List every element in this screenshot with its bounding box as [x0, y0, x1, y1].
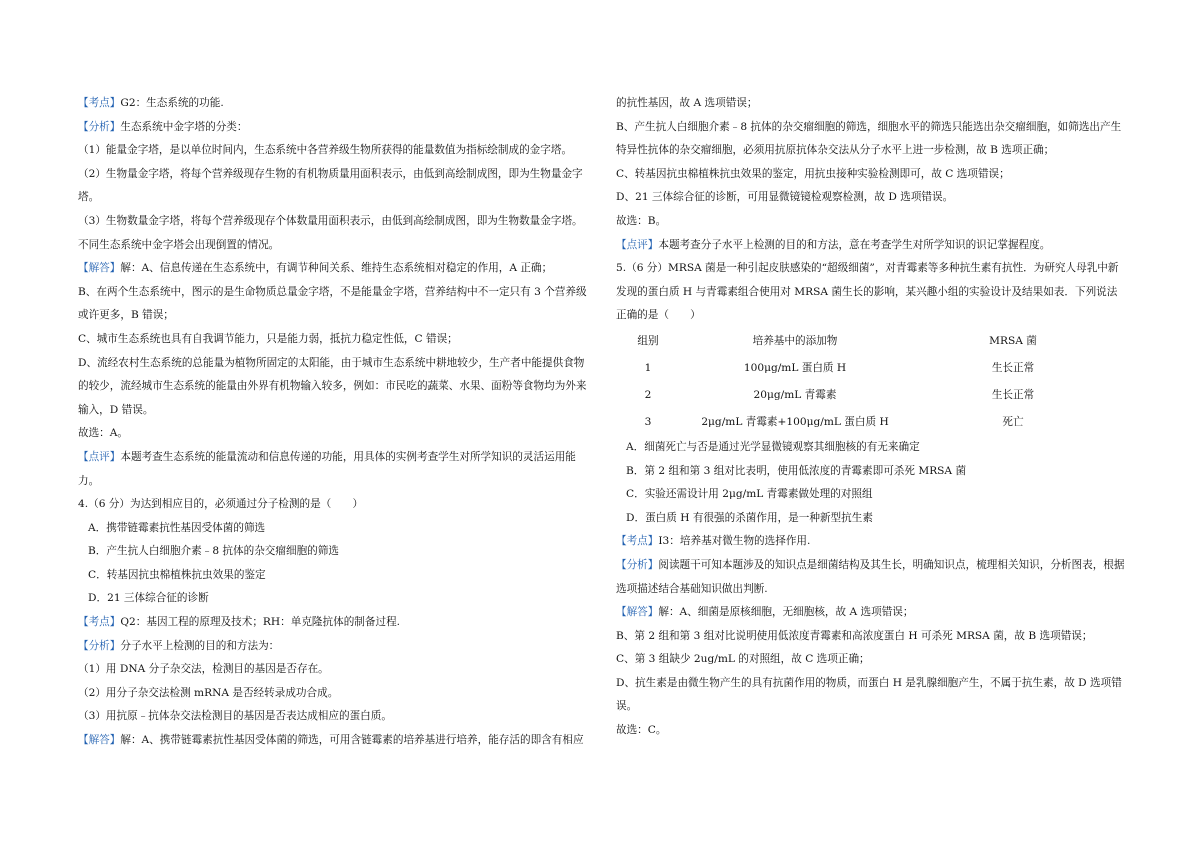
paragraph [78, 281, 588, 328]
left-column [78, 92, 588, 753]
paragraph-text: B、在两个生态系统中，图示的是生命物质总量金字塔，不是能量金字塔，营养结构中不一定只有 3 个营养级或许更多，B 错误； [78, 285, 587, 322]
paragraph-text: C．实验还需设计用 2μg/mL 青霉素做处理的对照组 [626, 488, 873, 501]
table-cell: 生长正常 [991, 361, 1035, 374]
paragraph [616, 234, 1126, 258]
paragraph [78, 422, 588, 446]
table-header-cell: MRSA 菌 [989, 334, 1037, 347]
paragraph [78, 682, 588, 706]
table-header-cell: 培养基中的添加物 [752, 334, 838, 347]
right-bottom-block [616, 436, 1126, 743]
table-cell: 1 [644, 361, 652, 374]
paragraph [616, 163, 1126, 187]
paragraph-text: 5.（6 分）MRSA 菌是一种引起皮肤感染的“超级细菌”，对青霉素等多种抗生素有抗性．为研究人母乳中新发现的蛋白质 H 与青霉素组合使用对 MRSA 菌生长的影响，某兴趣小组的实验设计及结果如表．下列说法正确的是（ ） [616, 262, 1119, 322]
paragraph-text: B．产生抗人白细胞介素﹣8 抗体的杂交瘤细胞的筛选 [88, 545, 339, 558]
table-header-row [616, 328, 1116, 355]
answer-option [616, 436, 1126, 460]
paragraph-text: 生态系统中金字塔的分类： [120, 120, 248, 133]
paragraph [616, 530, 1126, 554]
table-row [616, 409, 1116, 436]
answer-option [616, 483, 1126, 507]
paragraph [78, 163, 588, 210]
section-tag: 【分析】 [616, 558, 659, 571]
paragraph-text: 阅读题干可知本题涉及的知识点是细菌结构及其生长，明确知识点，梳理相关知识，分析图表，根据选项描述结合基础知识做出判断. [616, 558, 1125, 595]
paragraph [78, 658, 588, 682]
paragraph-text: 故选：B。 [616, 214, 667, 227]
right-top-block [616, 92, 1126, 328]
table-cell: 2μg/mL 青霉素+100μg/mL 蛋白质 H [701, 415, 889, 428]
table-cell: 死亡 [1002, 415, 1024, 428]
section-tag: 【考点】 [78, 97, 121, 109]
paragraph-text: G2：生态系统的功能. [120, 97, 224, 109]
paragraph-text: 解：A、信息传递在生态系统中，有调节种间关系、维持生态系统相对稳定的作用，A 正确； [120, 262, 553, 275]
paragraph [78, 92, 588, 116]
paragraph [616, 648, 1126, 672]
question-stem [616, 257, 1126, 328]
paragraph-text: C、第 3 组缺少 2ug/mL 的对照组，故 C 选项正确； [616, 653, 870, 666]
paragraph-text: B．第 2 组和第 3 组对比表明，使用低浓度的青霉素即可杀死 MRSA 菌 [626, 464, 967, 477]
paragraph [616, 116, 1126, 163]
paragraph-text: 故选：A。 [78, 427, 129, 440]
answer-option [78, 540, 588, 564]
paragraph-text: C、转基因抗虫棉植株抗虫效果的鉴定，用抗虫接种实验检测即可，故 C 选项错误； [616, 167, 1010, 180]
section-tag: 【点评】 [616, 238, 659, 251]
paragraph-text: 本题考查分子水平上检测的目的和方法，意在考查学生对所学知识的识记掌握程度。 [658, 238, 1051, 251]
paragraph-text: （1）能量金字塔，是以单位时间内，生态系统中各营养级生物所获得的能量数值为指标绘制成的金字塔。 [78, 144, 573, 157]
paragraph [78, 611, 588, 635]
paragraph-text: （3）用抗原﹣抗体杂交法检测目的基因是否表达成相应的蛋白质。 [78, 710, 392, 723]
section-tag: 【解答】 [78, 262, 121, 275]
table-row [616, 382, 1116, 409]
paragraph [78, 139, 588, 163]
paragraph-text: 故选：C。 [616, 724, 667, 737]
paragraph-text: 分子水平上检测的目的和方法为： [120, 639, 280, 652]
paragraph-text: D、21 三体综合征的诊断，可用显微镜镜检观察检测，故 D 选项错误。 [616, 191, 954, 204]
paragraph [78, 729, 588, 753]
paragraph [78, 116, 588, 140]
paragraph [616, 625, 1126, 649]
paragraph-text: （2）用分子杂交法检测 mRNA 是否经转录成功合成。 [78, 686, 339, 699]
paragraph [616, 186, 1126, 210]
paragraph-text: A．携带链霉素抗性基因受体菌的筛选 [88, 521, 266, 534]
paragraph-text: Q2：基因工程的原理及技术；RH：单克隆抗体的制备过程. [120, 616, 401, 629]
paragraph [78, 446, 588, 493]
section-tag: 【考点】 [616, 535, 659, 548]
paragraph-text: I3：培养基对微生物的选择作用. [658, 535, 811, 548]
paragraph-text: B、第 2 组和第 3 组对比说明使用低浓度青霉素和高浓度蛋白 H 可杀死 MRSA 菌，故 B 选项错误； [616, 629, 1093, 642]
answer-option [616, 507, 1126, 531]
answer-option [616, 460, 1126, 484]
paragraph [616, 672, 1126, 719]
paragraph-text: （3）生物数量金字塔，将每个营养级现存个体数量用面积表示，由低到高绘制成图，即为生物数量金字塔。 [78, 214, 583, 227]
section-tag: 【点评】 [78, 450, 121, 463]
paragraph-text: D．蛋白质 H 有很强的杀菌作用，是一种新型抗生素 [626, 511, 873, 524]
paragraph-text: D．21 三体综合征的诊断 [88, 592, 209, 605]
paragraph-text: B、产生抗人白细胞介素﹣8 抗体的杂交瘤细胞的筛选，细胞水平的筛选只能选出杂交瘤细胞，如筛选出产生特异性抗体的杂交瘤细胞，必须用抗原抗体杂交法从分子水平上进一步检测，故 B 选项正确； [616, 120, 1122, 157]
answer-option [78, 564, 588, 588]
paragraph-text: 4.（6 分）为达到相应目的，必须通过分子检测的是（ ） [78, 498, 364, 511]
paragraph [78, 635, 588, 659]
paragraph [78, 328, 588, 352]
section-tag: 【解答】 [78, 734, 121, 747]
paragraph-text: 解：A、细菌是原核细胞，无细胞核，故 A 选项错误； [658, 606, 914, 619]
paragraph-text: A．细菌死亡与否是通过光学显微镜观察其细胞核的有无来确定 [626, 440, 920, 453]
table-cell: 生长正常 [991, 388, 1035, 401]
paragraph [78, 234, 588, 258]
paragraph-text: 的抗性基因，故 A 选项错误； [616, 97, 758, 109]
right-column [616, 92, 1126, 743]
paragraph-text: D、抗生素是由微生物产生的具有抗菌作用的物质，而蛋白 H 是乳腺细胞产生，不属于抗生素，故 D 选项错误。 [616, 676, 1122, 713]
paragraph-text: （2）生物量金字塔，将每个营养级现存生物的有机物质量用面积表示，由低到高绘制成图，即为生物量金字塔。 [78, 167, 583, 204]
experiment-table [616, 328, 1116, 436]
section-tag: 【分析】 [78, 120, 121, 133]
paragraph [78, 705, 588, 729]
table-cell: 100μg/mL 蛋白质 H [743, 361, 847, 374]
paragraph [78, 210, 588, 234]
paragraph [616, 210, 1126, 234]
question-stem [78, 493, 588, 517]
table-header-cell: 组别 [637, 334, 659, 347]
paragraph-text: 本题考查生态系统的能量流动和信息传递的功能，用具体的实例考查学生对所学知识的灵活运用能力。 [78, 450, 576, 487]
section-tag: 【考点】 [78, 616, 121, 629]
table-row [616, 355, 1116, 382]
section-tag: 【分析】 [78, 639, 121, 652]
paragraph [616, 554, 1126, 601]
paragraph-text: D、流经农村生态系统的总能量为植物所固定的太阳能，由于城市生态系统中耕地较少，生产者中能提供食物的较少，流经城市生态系统的能量由外界有机物输入较多，例如：市民吃的蔬菜、水果、面粉等食物均为外来输入，D 错误。 [78, 356, 587, 416]
table-cell: 2 [644, 388, 652, 401]
paragraph-text: 不同生态系统中金字塔会出现倒置的情况。 [78, 238, 280, 251]
paragraph [616, 92, 1126, 116]
paragraph-text: （1）用 DNA 分子杂交法，检测目的基因是否存在。 [78, 663, 329, 676]
paragraph [78, 352, 588, 423]
section-tag: 【解答】 [616, 606, 659, 619]
paragraph [616, 719, 1126, 743]
answer-option [78, 517, 588, 541]
answer-option [78, 587, 588, 611]
paragraph-text: 解：A、携带链霉素抗性基因受体菌的筛选，可用含链霉素的培养基进行培养，能存活的即含有相应 [120, 734, 584, 747]
table-cell: 20μg/mL 青霉素 [753, 388, 837, 401]
paragraph-text: C、城市生态系统也具有自我调节能力，只是能力弱，抵抗力稳定性低，C 错误； [78, 332, 458, 345]
paragraph-text: C．转基因抗虫棉植株抗虫效果的鉴定 [88, 568, 266, 581]
paragraph [78, 257, 588, 281]
paragraph [616, 601, 1126, 625]
table-cell: 3 [644, 415, 652, 428]
